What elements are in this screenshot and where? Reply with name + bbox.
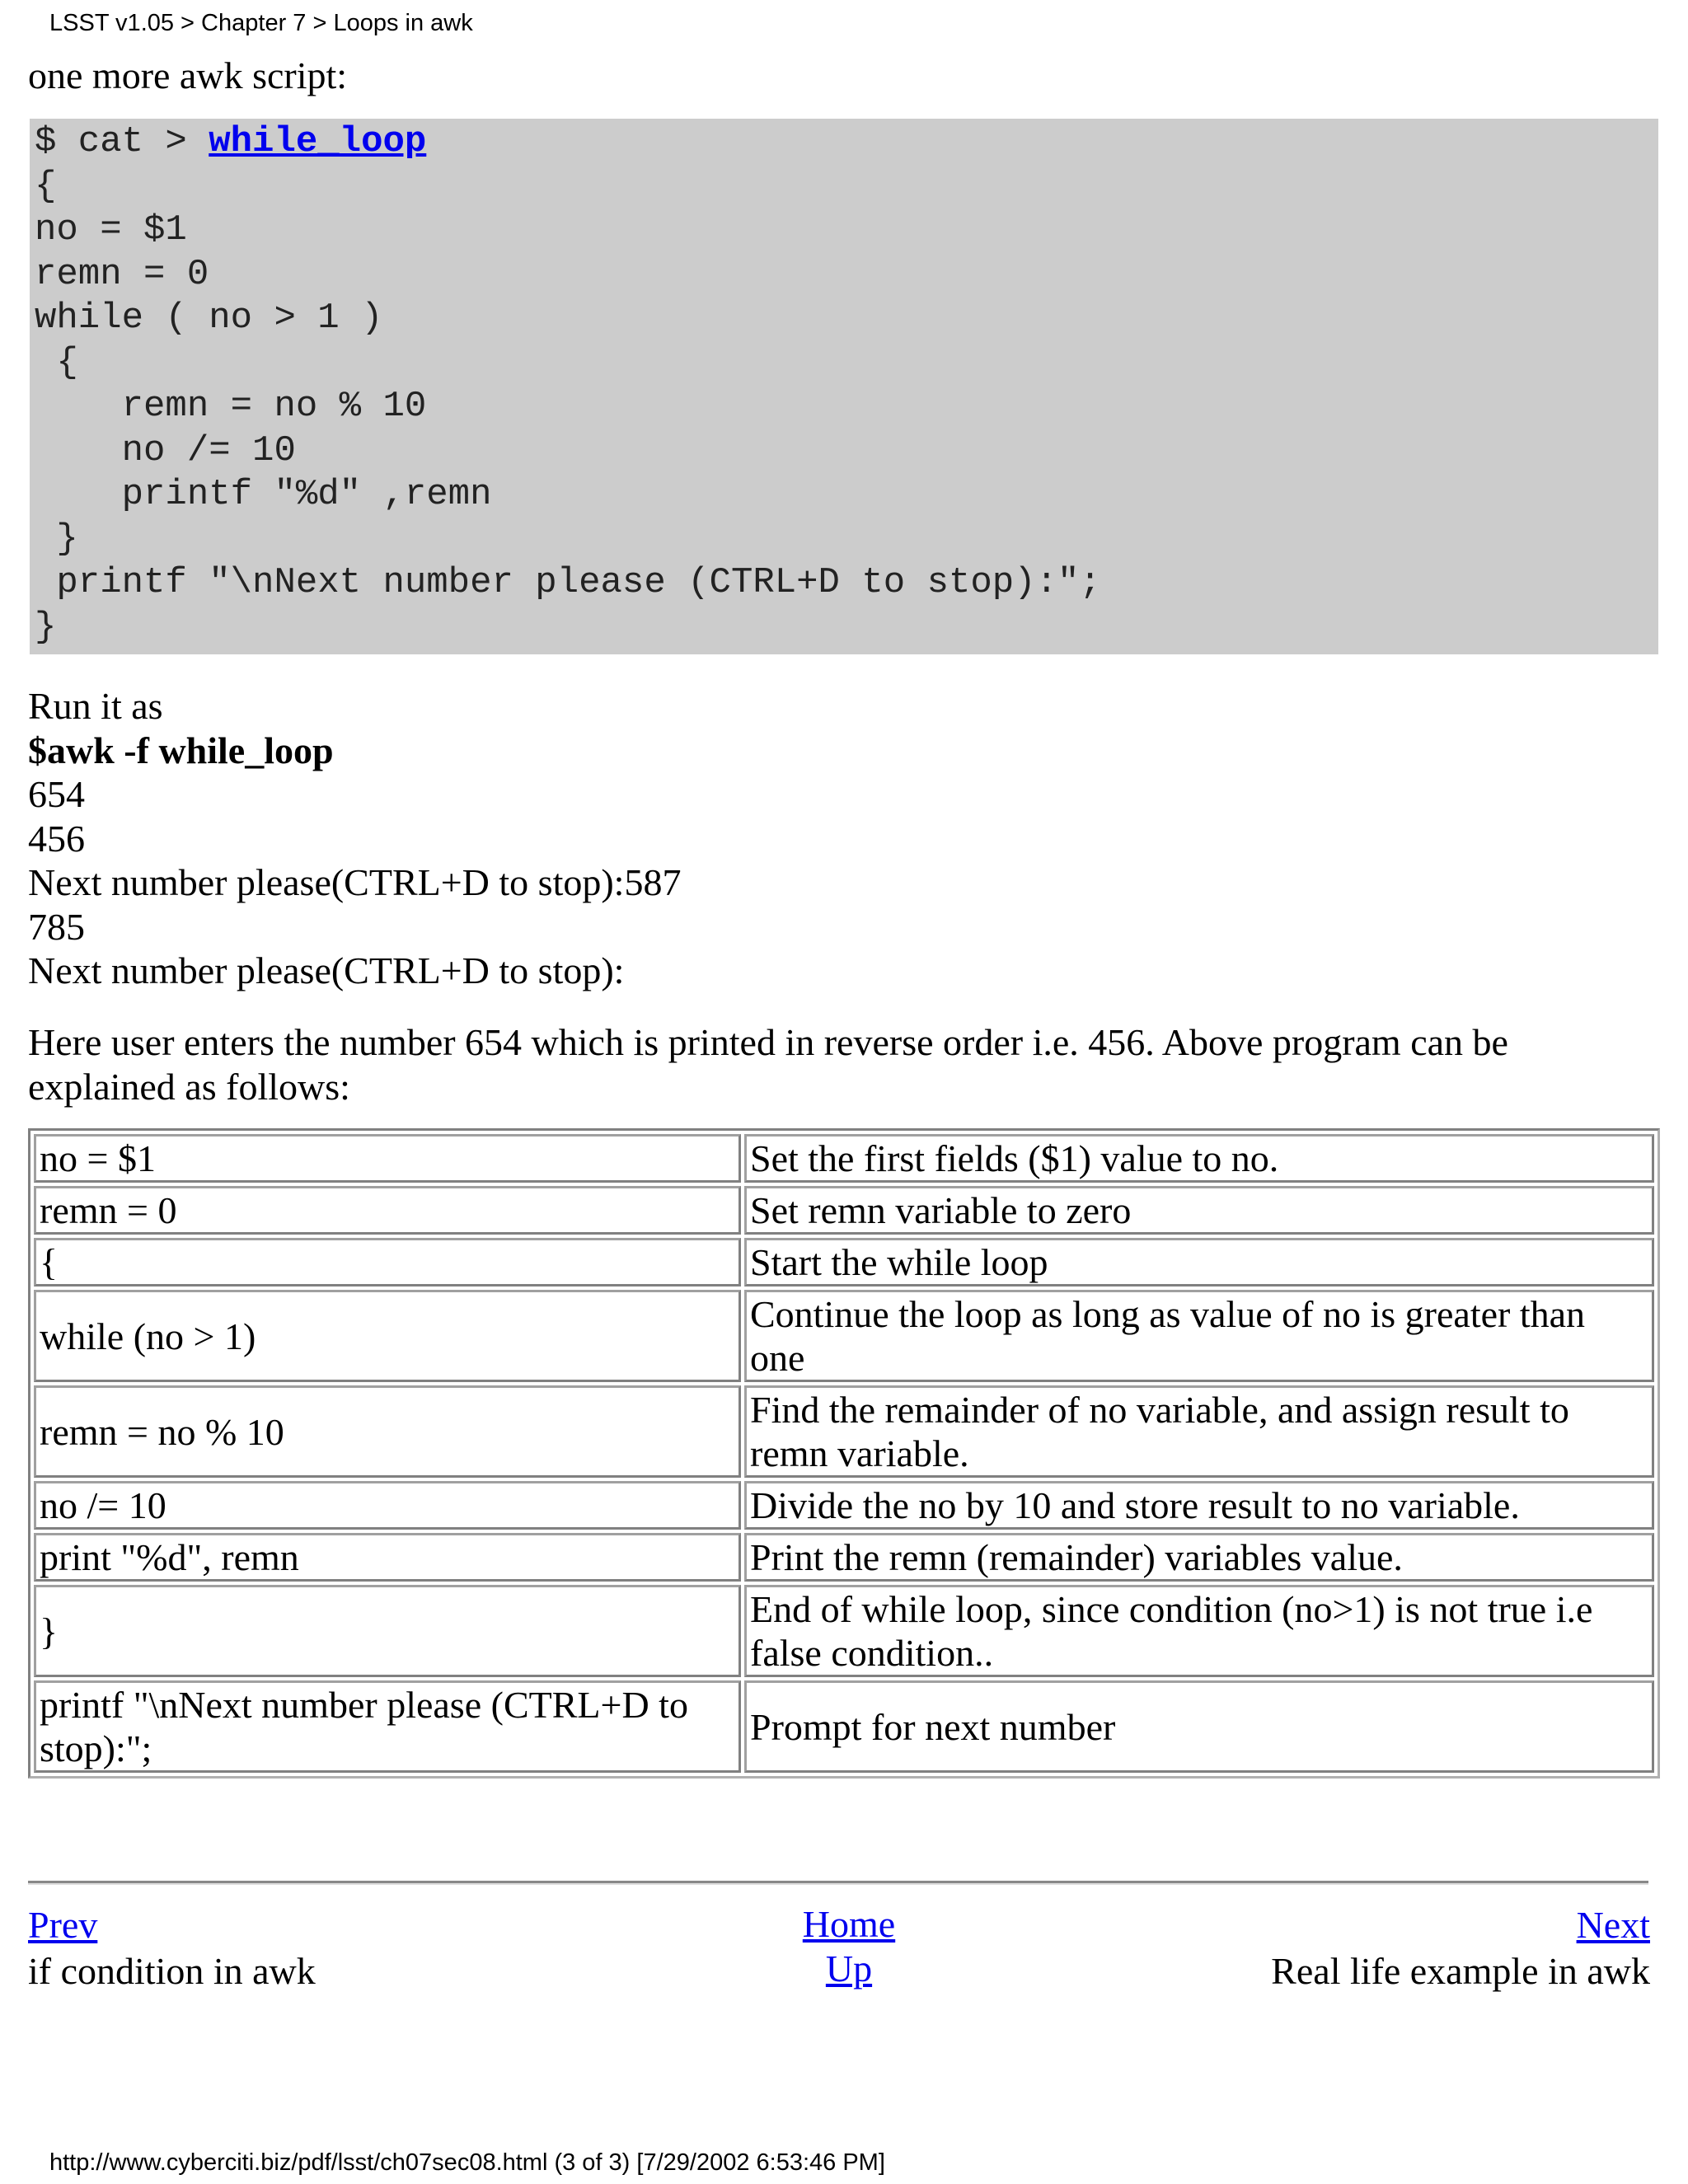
- code-line: remn = 0: [35, 253, 209, 295]
- table-row: [34, 1481, 1654, 1530]
- code-cell: }: [34, 1585, 741, 1677]
- up-link[interactable]: Up: [825, 1947, 873, 1990]
- code-cell: {: [34, 1238, 741, 1286]
- description-cell: Prompt for next number: [744, 1680, 1654, 1773]
- code-line: no /= 10: [35, 429, 296, 471]
- description-cell: Find the remainder of no variable, and assign result to remn variable.: [744, 1385, 1654, 1478]
- code-line: remn = no % 10: [35, 386, 427, 427]
- description-cell: Continue the loop as long as value of no is greater than one: [744, 1290, 1654, 1382]
- table-row: [34, 1533, 1654, 1582]
- nav-center: [796, 1902, 902, 1991]
- table-row: [34, 1238, 1654, 1286]
- code-cell: remn = no % 10: [34, 1385, 741, 1478]
- prev-link[interactable]: Prev: [28, 1904, 98, 1946]
- next-link[interactable]: Next: [1576, 1904, 1650, 1946]
- nav-next: [1271, 1902, 1650, 1994]
- table-row: [34, 1186, 1654, 1235]
- code-line: printf "\nNext number please (CTRL+D to stop):";: [35, 562, 1101, 603]
- code-cell: while (no > 1): [34, 1290, 741, 1382]
- code-cell: printf "\nNext number please (CTRL+D to stop):";: [34, 1680, 741, 1773]
- code-line: while ( no > 1 ): [35, 298, 383, 339]
- output-line: Next number please(CTRL+D to stop):587: [28, 861, 682, 903]
- table-row: [34, 1290, 1654, 1382]
- next-title: Real life example in awk: [1271, 1950, 1650, 1992]
- run-command: $awk -f while_loop: [28, 729, 334, 771]
- description-cell: Print the remn (remainder) variables value.: [744, 1533, 1654, 1582]
- code-line: }: [35, 518, 78, 560]
- description-cell: Start the while loop: [744, 1238, 1654, 1286]
- table-row: [34, 1385, 1654, 1478]
- description-cell: Set the first fields ($1) value to no.: [744, 1134, 1654, 1183]
- description-cell: Divide the no by 10 and store result to no variable.: [744, 1481, 1654, 1530]
- nav-prev: [28, 1902, 316, 1994]
- description-cell: Set remn variable to zero: [744, 1186, 1654, 1235]
- code-cell: no = $1: [34, 1134, 741, 1183]
- code-block: [30, 119, 1658, 654]
- home-link[interactable]: Home: [802, 1903, 896, 1945]
- output-line: 456: [28, 817, 85, 860]
- page-footer: http://www.cyberciti.biz/pdf/lsst/ch07sec08.html (3 of 3) [7/29/2002 6:53:46 PM]: [49, 2149, 885, 2176]
- description-cell: End of while loop, since condition (no>1) is not true i.e false condition..: [744, 1585, 1654, 1677]
- code-listing: [35, 120, 1658, 649]
- code-line: }: [35, 606, 57, 648]
- output-line: 654: [28, 773, 85, 815]
- code-line: no = $1: [35, 209, 187, 251]
- page-breadcrumb: LSST v1.05 > Chapter 7 > Loops in awk: [49, 10, 473, 36]
- code-line: {: [35, 165, 57, 207]
- code-cell: remn = 0: [34, 1186, 741, 1235]
- output-line: Next number please(CTRL+D to stop):: [28, 949, 625, 991]
- table-row: [34, 1134, 1654, 1183]
- code-cell: print "%d", remn: [34, 1533, 741, 1582]
- while-loop-link[interactable]: while_loop: [209, 121, 427, 162]
- code-line: {: [35, 341, 78, 383]
- run-label: Run it as: [28, 685, 163, 727]
- code-cell: no /= 10: [34, 1481, 741, 1530]
- navigation-divider: [28, 1881, 1648, 1885]
- run-section: [28, 684, 681, 993]
- code-line: printf "%d" ,remn: [35, 474, 492, 515]
- table-row: [34, 1585, 1654, 1677]
- prev-title: if condition in awk: [28, 1950, 316, 1992]
- intro-text: one more awk script:: [28, 54, 348, 96]
- code-prompt: $ cat >: [35, 121, 209, 162]
- output-line: 785: [28, 905, 85, 948]
- explanation-table: [28, 1128, 1660, 1779]
- table-row: [34, 1680, 1654, 1773]
- explanation-text: Here user enters the number 654 which is printed in reverse order i.e. 456. Above program can be explained as follows:: [28, 1021, 1508, 1108]
